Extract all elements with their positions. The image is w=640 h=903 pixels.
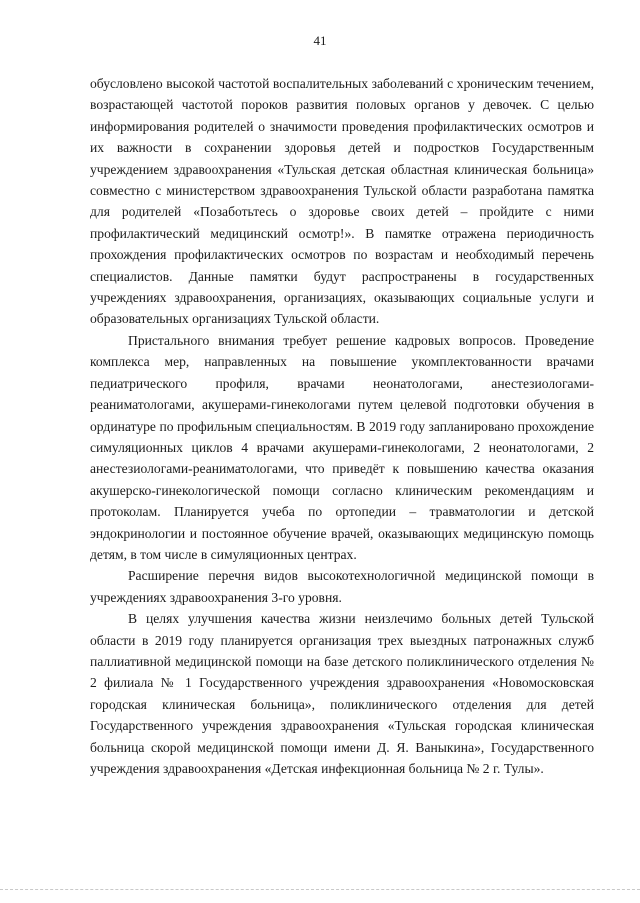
page-bottom-edge [0, 889, 640, 890]
paragraph-palliative-care: В целях улучшения качества жизни неизлечимо больных детей Тульской области в 2019 году планируется организация трех выездных патронажных служб паллиативной медицинской помощи на базе детского поликлинического отделения № 2 филиала № 1 Государственного учреждения здравоохранения «Новомосковская городская клиническая больница», поликлинического отделения для детей Государственного учреждения здравоохранения «Тульская городская клиническая больница скорой медицинской помощи имени Д. Я. Ваныкина», Государственного учреждения здравоохранения «Детская инфекционная больница № 2 г. Тулы». [90, 611, 594, 776]
page-number: 41 [313, 33, 327, 48]
paragraph-high-tech-care: Расширение перечня видов высокотехнологичной медицинской помощи в учреждениях здравоохранения 3-го уровня. [90, 568, 594, 605]
paragraph-continuation: обусловлено высокой частотой воспалительных заболеваний с хроническим течением, возрастающей частотой пороков развития половых органов у девочек. С целью информирования родителей о значимости проведения профилактических осмотров и их важности в сохранении здоровья детей и подростков Государственным учреждением здравоохранения «Тульская детская областная клиническая больница» совместно с министерством здравоохранения Тульской области разработана памятка для родителей «Позаботьтесь о здоровье своих детей – пройдите с ними профилактический медицинский осмотр!». В памятке отражена периодичность прохождения профилактических осмотров по возрастам и необходимый перечень специалистов. Данные памятки будут распространены в государственных учреждениях здравоохранения, организациях, оказывающих социальные услуги и образовательных организациях Тульской области. [90, 76, 594, 327]
paragraph-staffing: Пристального внимания требует решение кадровых вопросов. Проведение комплекса мер, направленных на повышение укомплектованности врачами педиатрического профиля, врачами неонатологами, анестезиологами-реаниматологами, акушерами-гинекологами путем целевой подготовки обучения в ординатуре по профильным специальностям. В 2019 году запланировано прохождение симуляционных циклов 4 врачами акушерами-гинекологами, 2 неонатологами, 2 анестезиологами-реаниматологами, что приведёт к повышению качества оказания акушерско-гинекологической помощи согласно клиническим рекомендациям и протоколам. Планируется учеба по ортопедии – травматологии и детской эндокринологии и постоянное обучение врачей, оказывающих медицинскую помощь детям, в том числе в симуляционных центрах. [90, 332, 594, 562]
document-body [90, 73, 594, 779]
